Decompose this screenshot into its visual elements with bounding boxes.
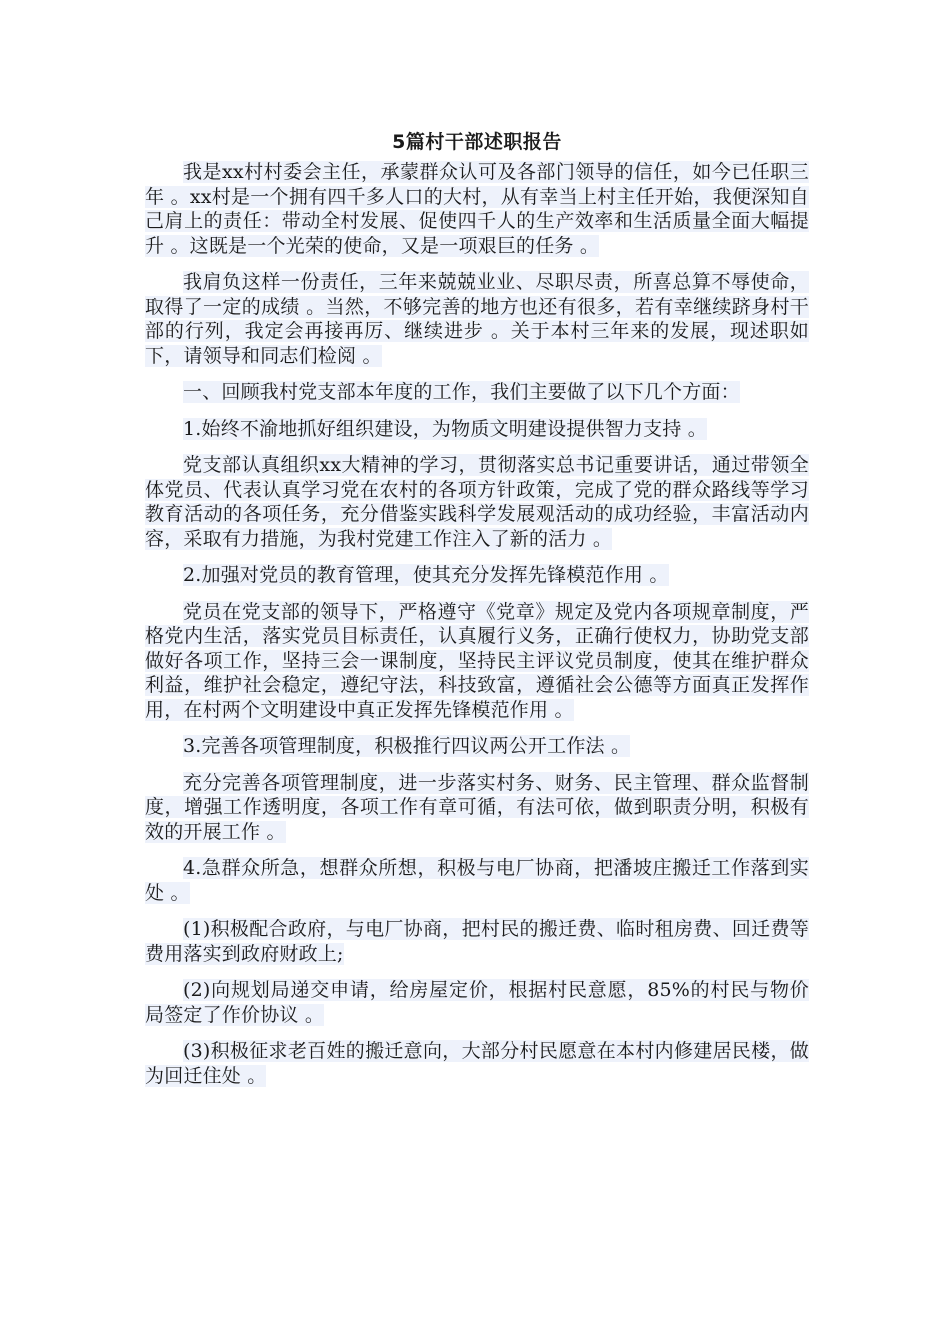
subsection-heading-text: 4.急群众所急，想群众所想，积极与电厂协商，把潘坡庄搬迁工作落到实处 。 bbox=[145, 857, 809, 904]
subsection-heading-text: 2.加强对党员的教育管理，使其充分发挥先锋模范作用 。 bbox=[183, 564, 669, 586]
paragraph bbox=[145, 600, 809, 723]
list-item bbox=[145, 917, 809, 966]
subsection-heading bbox=[145, 563, 809, 588]
paragraph-text: 我肩负这样一份责任，三年来兢兢业业、尽职尽责，所喜总算不辱使命，取得了一定的成绩 。当然，不够完善的地方也还有很多，若有幸继续跻身村干部的行列，我定会再接再厉、继续进步 。关于本村三年来的发展，现述职如下，请领导和同志们检阅 。 bbox=[145, 271, 809, 367]
paragraph-text: 党员在党支部的领导下，严格遵守《党章》规定及党内各项规章制度，严格党内生活，落实党员目标责任，认真履行义务，正确行使权力，协助党支部做好各项工作，坚持三会一课制度，坚持民主评议党员制度，使其在维护群众利益，维护社会稳定，遵纪守法，科技致富，遵循社会公德等方面真正发挥作用，在村两个文明建设中真正发挥先锋模范作用 。 bbox=[145, 600, 809, 721]
subsection-heading-text: 1.始终不渝地抓好组织建设，为物质文明建设提供智力支持 。 bbox=[183, 417, 707, 440]
paragraph-text: 党支部认真组织xx大精神的学习，贯彻落实总书记重要讲话，通过带领全体党员、代表认真学习党在农村的各项方针政策，完成了党的群众路线等学习教育活动的各项任务，充分借鉴实践科学发展观活动的成功经验，丰富活动内容，采取有力措施，为我村党建工作注入了新的活力 。 bbox=[145, 454, 809, 550]
paragraph bbox=[145, 453, 809, 551]
paragraph-text: 充分完善各项管理制度，进一步落实村务、财务、民主管理、群众监督制度，增强工作透明度，各项工作有章可循，有法可依，做到职责分明，积极有效的开展工作 。 bbox=[145, 771, 809, 843]
paragraph bbox=[145, 160, 809, 258]
list-item-text: (1)积极配合政府，与电厂协商，把村民的搬迁费、临时租房费、回迁费等费用落实到政府财政上; bbox=[145, 918, 809, 965]
paragraph-text: 我是xx村村委会主任，承蒙群众认可及各部门领导的信任，如今已任职三年 。xx村是一个拥有四千多人口的大村，从有幸当上村主任开始，我便深知自己肩上的责任：带动全村发展、促使四千人的生产效率和生活质量全面大幅提升 。这既是一个光荣的使命，又是一项艰巨的任务 。 bbox=[145, 161, 809, 257]
subsection-heading bbox=[145, 734, 809, 759]
section-heading-text: 一、回顾我村党支部本年度的工作，我们主要做了以下几个方面： bbox=[183, 381, 740, 403]
list-item bbox=[145, 1039, 809, 1088]
subsection-heading bbox=[145, 417, 809, 442]
list-item-text: (3)积极征求老百姓的搬迁意向，大部分村民愿意在本村内修建居民楼，做为回迁住处 。 bbox=[145, 1040, 809, 1087]
subsection-heading bbox=[145, 856, 809, 905]
section-heading bbox=[145, 380, 809, 405]
document-title: 5篇村干部述职报告 bbox=[392, 131, 562, 153]
list-item-text: (2)向规划局递交申请，给房屋定价，根据村民意愿，85%的村民与物价局签定了作价协议 。 bbox=[145, 979, 809, 1026]
document-body bbox=[145, 128, 809, 1100]
paragraph bbox=[145, 270, 809, 368]
paragraph bbox=[145, 771, 809, 845]
subsection-heading-text: 3.完善各项管理制度，积极推行四议两公开工作法 。 bbox=[183, 735, 631, 757]
list-item bbox=[145, 978, 809, 1027]
